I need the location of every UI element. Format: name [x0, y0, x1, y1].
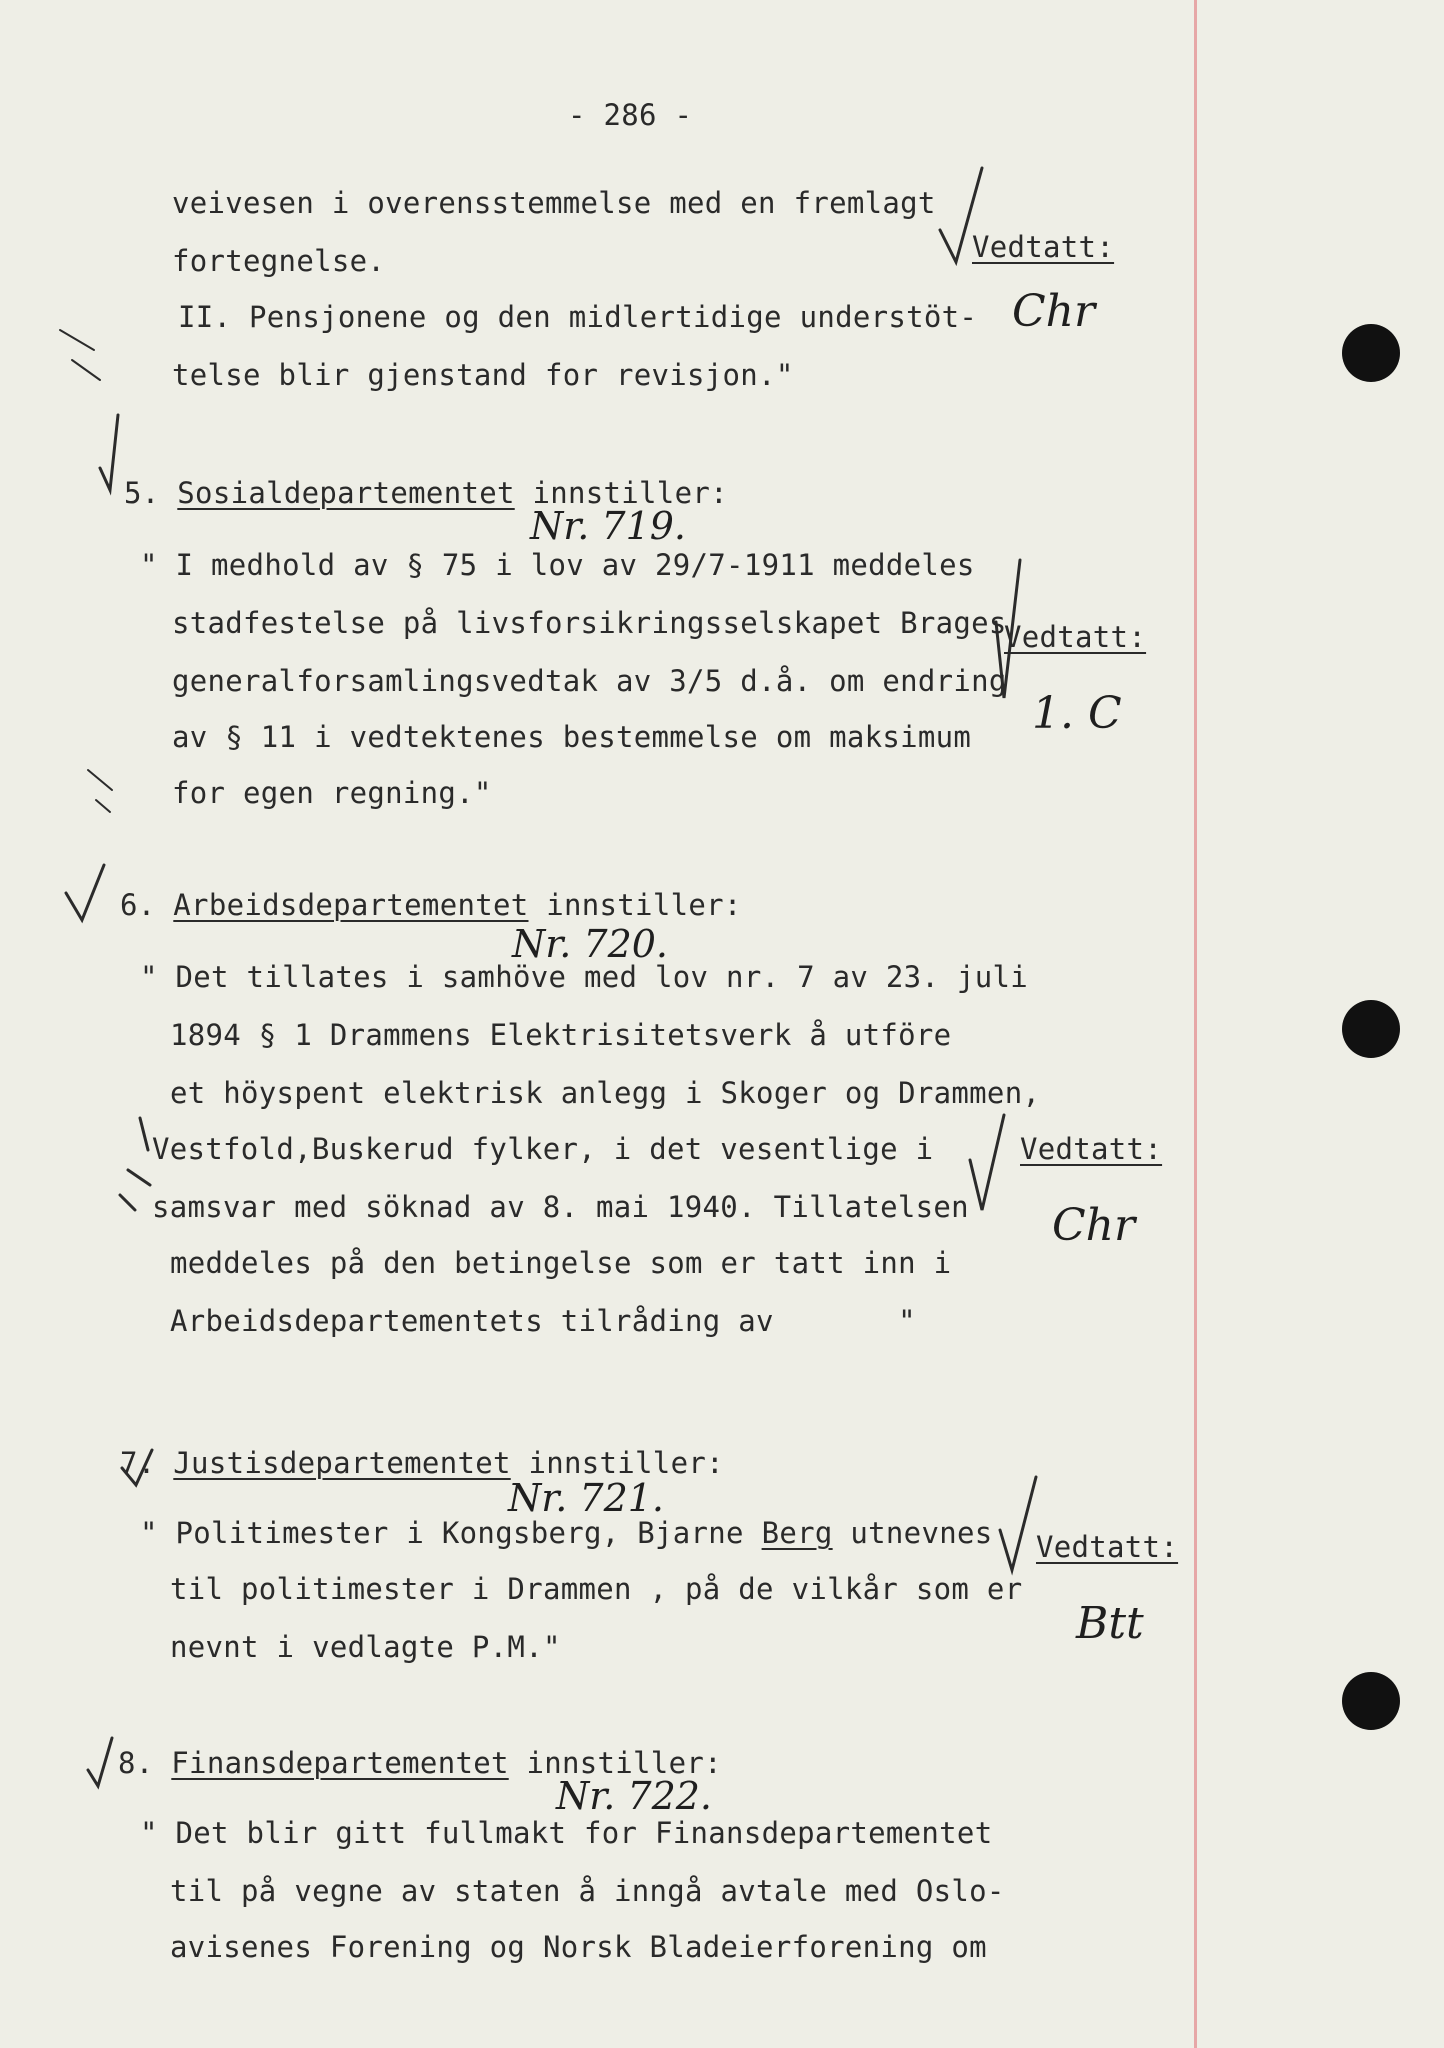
text-line: " I medhold av § 75 i lov av 29/7-1911 meddeles: [140, 548, 975, 582]
text-line: " Politimester i Kongsberg, Bjarne Berg utnevnes: [140, 1516, 993, 1550]
page-number: - 286 -: [568, 98, 693, 132]
handwritten-initials: Btt: [1076, 1598, 1144, 1649]
check-mark-5: [970, 1115, 1004, 1210]
check-mark-2: [100, 415, 118, 490]
text-line: meddeles på den betingelse som er tatt inn i: [170, 1246, 952, 1280]
text-line: " Det blir gitt fullmakt for Finansdepartementet: [140, 1816, 993, 1850]
text-line: telse blir gjenstand for revisjon.": [172, 358, 794, 392]
item-number: 7.: [120, 1446, 156, 1480]
item-heading: [120, 888, 742, 922]
department-name: Sosialdepartementet: [177, 476, 515, 510]
check-mark-4: [66, 865, 104, 920]
text-line: Vestfold,Buskerud fylker, i det vesentlige i: [152, 1132, 934, 1166]
item-number: 5.: [124, 476, 160, 510]
item-verb: innstiller:: [510, 1446, 724, 1480]
text-line: nevnt i vedlagte P.M.": [170, 1630, 561, 1664]
item-heading: [120, 1446, 724, 1480]
text-line: 1894 § 1 Drammens Elektrisitetsverk å utföre: [170, 1018, 952, 1052]
handwritten-case-number: Nr. 722.: [556, 1774, 713, 1818]
text-line: II. Pensjonene og den midlertidige understöt-: [178, 300, 978, 334]
text-line: avisenes Forening og Norsk Bladeierforening om: [170, 1930, 987, 1964]
text-line: for egen regning.": [172, 776, 492, 810]
text-line: veivesen i overensstemmelse med en fremlagt: [172, 186, 936, 220]
department-name: Finansdepartementet: [171, 1746, 509, 1780]
handwritten-initials: Chr: [1012, 286, 1096, 337]
text-line: fortegnelse.: [172, 244, 386, 278]
handwritten-case-number: Nr. 720.: [512, 922, 669, 966]
vedtatt-label: Vedtatt:: [972, 230, 1115, 264]
text-line: generalforsamlingsvedtak av 3/5 d.å. om endring: [172, 664, 1007, 698]
underlined-name: Berg: [761, 1516, 833, 1550]
text-line: et höyspent elektrisk anlegg i Skoger og Drammen,: [170, 1076, 1041, 1110]
text-line: Arbeidsdepartementets tilråding av ": [170, 1304, 916, 1338]
text-line: av § 11 i vedtektenes bestemmelse om maksimum: [172, 720, 972, 754]
text-line: samsvar med söknad av 8. mai 1940. Tillatelsen: [152, 1190, 969, 1224]
vedtatt-label: Vedtatt:: [1004, 620, 1147, 654]
vedtatt-label: Vedtatt:: [1036, 1530, 1179, 1564]
handwritten-case-number: Nr. 721.: [508, 1476, 665, 1520]
handwritten-case-number: Nr. 719.: [530, 504, 687, 548]
margin-stroke-2: [88, 770, 112, 812]
item-verb: innstiller:: [508, 1746, 722, 1780]
text-line: til på vegne av staten å inngå avtale med Oslo-: [170, 1874, 1005, 1908]
vedtatt-label: Vedtatt:: [1020, 1132, 1163, 1166]
check-mark-8: [88, 1738, 112, 1786]
item-verb: innstiller:: [528, 888, 742, 922]
check-mark-7: [1000, 1477, 1036, 1570]
margin-stroke-1: [60, 330, 100, 380]
item-verb: innstiller:: [514, 476, 728, 510]
text-line: " Det tillates i samhöve med lov nr. 7 av 23. juli: [140, 960, 1028, 994]
item-number: 8.: [118, 1746, 154, 1780]
text-line: til politimester i Drammen , på de vilkår som er: [170, 1572, 1023, 1606]
item-number: 6.: [120, 888, 156, 922]
margin-stroke-3: [120, 1118, 150, 1210]
handwritten-initials: 1. C: [1032, 688, 1122, 739]
department-name: Justisdepartementet: [173, 1446, 511, 1480]
text-line: stadfestelse på livsforsikringsselskapet Brages: [172, 606, 1007, 640]
department-name: Arbeidsdepartementet: [173, 888, 529, 922]
handwritten-initials: Chr: [1052, 1200, 1136, 1251]
